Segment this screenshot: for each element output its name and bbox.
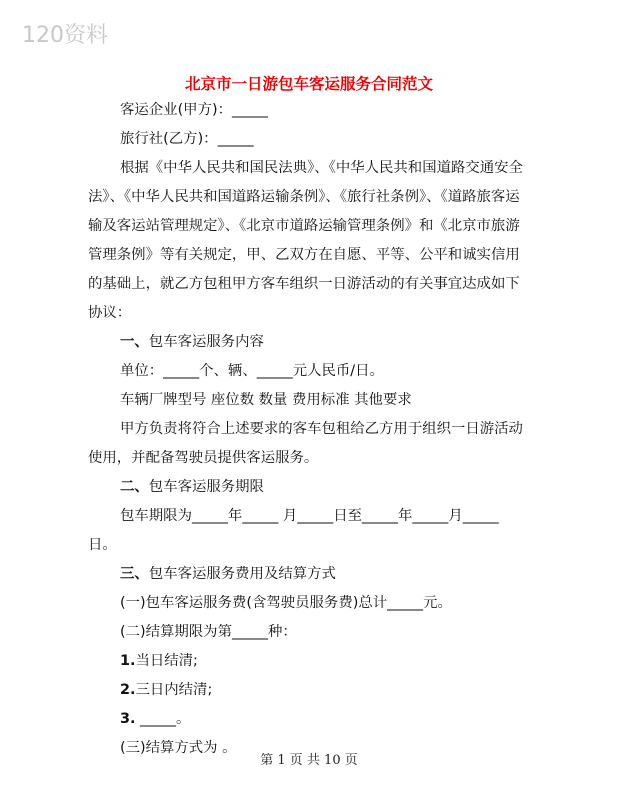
party-b-line: 旅行社(乙方)：_____: [120, 131, 254, 147]
page-footer: 第 1 页 共 10 页: [260, 753, 358, 768]
settle-period-line: (二)结算期限为第_____种：: [120, 624, 297, 640]
section-1-number: 一、: [120, 334, 149, 350]
fee-line: (一)包车客运服务费(含驾驶员服务费)总计_____元。: [120, 595, 452, 611]
option-text: _____。: [135, 711, 191, 727]
option-number: 1.: [120, 653, 136, 669]
option-item: [88, 647, 526, 676]
document-body: [88, 96, 526, 763]
preamble-paragraph: 根据《中华人民共和国民法典》、《中华人民共和国道路交通安全法》、《中华人民共和国道路运输条例》、《旅行社条例》、《道路旅客运输及客运站管理规定》、《北京市道路运输管理条例》和《北京市旅游管理条例》等有关规定，甲、乙双方在自愿、平等、公平和诚实信用的基础上，就乙方包租甲方客车组织一日游活动的有关事宜达成如下协议：: [88, 160, 523, 321]
party-a-line: 客运企业(甲方)：_____: [120, 102, 268, 118]
section-3-title: 包车客运服务费用及结算方式: [148, 566, 336, 582]
section-3-heading: [88, 560, 526, 589]
document-title: 北京市一日游包车客运服务合同范文: [184, 74, 433, 93]
option-number: 3.: [120, 711, 136, 727]
section-1-heading: [88, 328, 526, 357]
section-3-number: 三、: [120, 566, 149, 582]
watermark-logo: 120资料: [22, 23, 108, 48]
option-text: 当日结清;: [135, 653, 198, 669]
section-2-title: 包车客运服务期限: [148, 479, 264, 495]
settle-method-line: (三)结算方式为 。: [120, 740, 237, 756]
section-2-heading: [88, 473, 526, 502]
option-item: [88, 705, 526, 734]
option-text: 三日内结清;: [135, 682, 213, 698]
vehicle-columns-line: 车辆厂牌型号 座位数 数量 费用标准 其他要求: [120, 392, 412, 408]
option-number: 2.: [120, 682, 136, 698]
period-line: 包车期限为_____年_____ 月_____日至_____年_____月_____日。: [88, 508, 499, 553]
section-2-number: 二、: [120, 479, 149, 495]
option-item: [88, 676, 526, 705]
section-1-title: 包车客运服务内容: [148, 334, 264, 350]
unit-line: 单位：_____个、辆、_____元人民币/日。: [120, 363, 384, 379]
service-description: 甲方负责将符合上述要求的客车包租给乙方用于组织一日游活动使用，并配备驾驶员提供客运服务。: [88, 421, 523, 466]
